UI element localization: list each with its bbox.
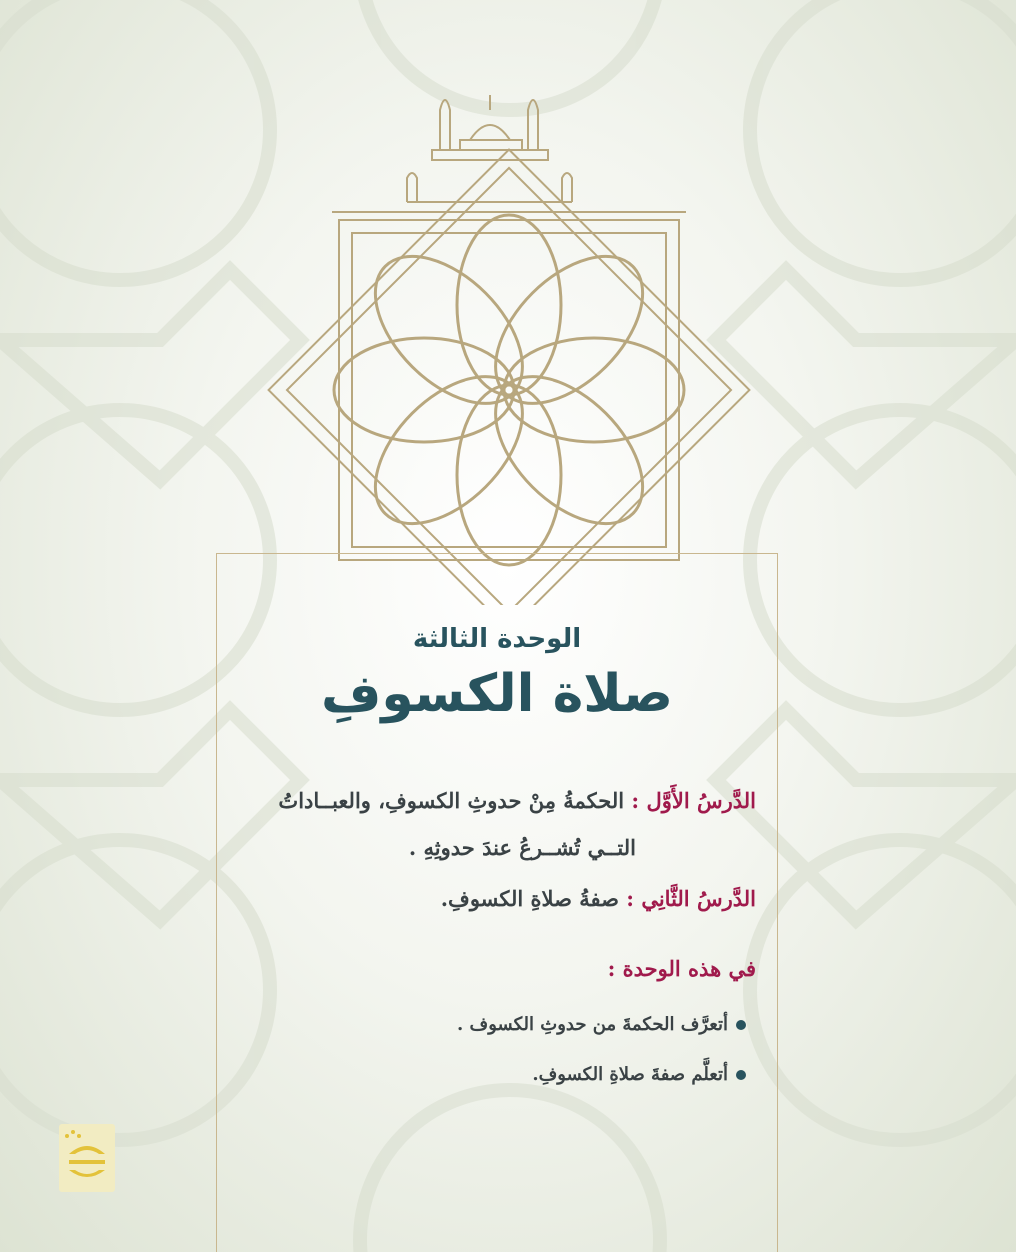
lesson-2-text: صفةُ صلاةِ الكسوفِ. [440,886,619,911]
lesson-2-label: الدَّرسُ الثَّانِي : [626,886,756,911]
lesson-1-text: الحكمةُ مِنْ حدوثِ الكسوفِ، والعبــاداتُ [278,788,625,813]
objective-item [457,1014,746,1035]
mosque-star-ornament-icon [262,80,756,605]
lesson-1-label: الدَّرسُ الأَوَّل : [631,788,756,813]
objective-item [532,1064,746,1085]
unit-title: صلاة الكسوفِ [320,664,674,724]
bullet-icon [736,1020,746,1030]
lesson-2 [236,884,756,914]
objective-text: أتعرَّف الحكمةَ من حدوثِ الكسوف . [457,1014,728,1035]
bullet-icon [736,1070,746,1080]
publisher-logo-icon [59,1124,115,1192]
objective-text: أتعلَّم صفةَ صلاةِ الكسوفِ. [532,1064,728,1085]
unit-label: الوحدة الثالثة [412,624,582,654]
lesson-1-continuation [116,833,636,863]
lesson-1-text-line2: التــي تُشــرعُ عندَ حدوثِهِ . [408,835,636,860]
lesson-1 [236,786,756,816]
objectives-heading: في هذه الوحدة : [607,956,756,981]
